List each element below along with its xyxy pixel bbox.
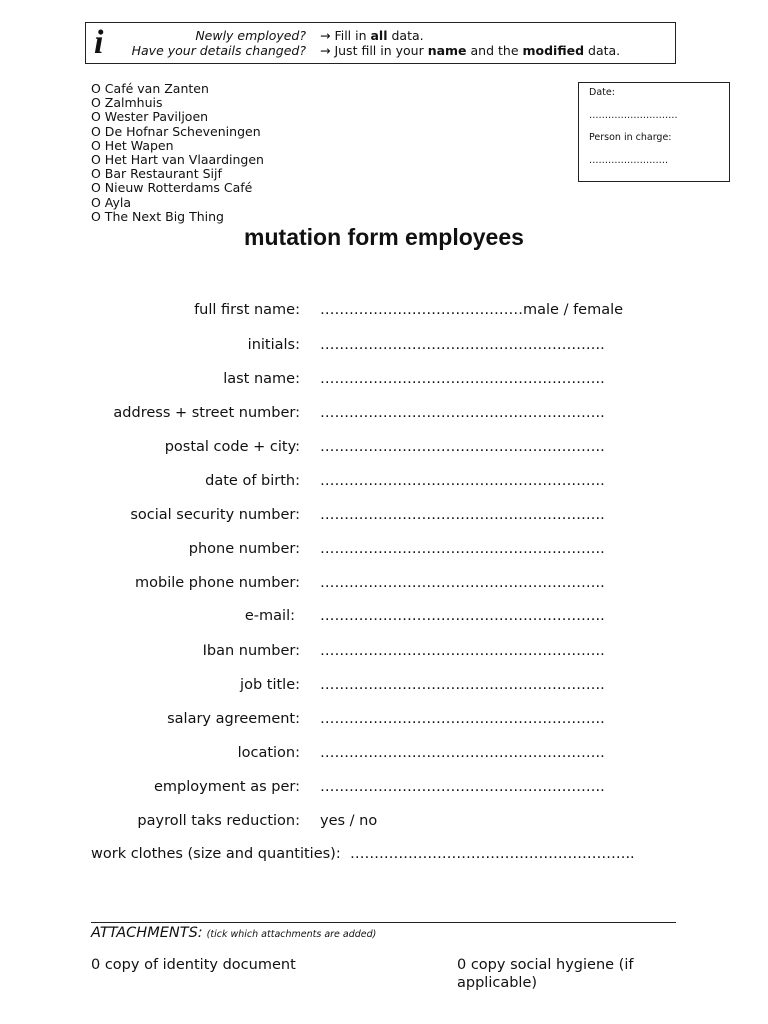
field-label-job-title: job title: xyxy=(240,677,300,693)
info-changed-answer-bold-modified: modified xyxy=(522,43,585,58)
info-new-answer-bold: all xyxy=(370,28,388,43)
field-job-title[interactable]: ………………………………………………….. xyxy=(320,677,605,693)
field-salary-agreement[interactable]: ………………………………………………….. xyxy=(320,711,605,727)
field-last-name[interactable]: ………………………………………………….. xyxy=(320,371,605,387)
restaurant-option[interactable]: O Nieuw Rotterdams Café xyxy=(91,180,253,196)
info-new-answer-prefix: → Fill in xyxy=(320,28,371,43)
field-email[interactable]: ………………………………………………….. xyxy=(320,608,605,624)
field-initials[interactable]: ………………………………………………….. xyxy=(320,337,605,353)
office-use-box xyxy=(578,82,730,182)
attachment-social-hygiene[interactable]: 0 copy social hygiene (if applicable) xyxy=(457,957,634,991)
attachments-heading: ATTACHMENTS: xyxy=(91,925,203,941)
field-phone[interactable]: ………………………………………………….. xyxy=(320,541,605,557)
info-new-question: Newly employed? xyxy=(195,28,306,43)
field-label-social-security: social security number: xyxy=(130,507,300,523)
restaurant-option[interactable]: O Het Hart van Vlaardingen xyxy=(91,152,264,168)
restaurant-option[interactable]: O The Next Big Thing xyxy=(91,208,224,224)
info-changed-answer-bold-name: name xyxy=(427,43,467,58)
field-label-last-name: last name: xyxy=(223,371,300,387)
restaurant-options xyxy=(91,82,264,224)
info-changed-answer-suffix: data. xyxy=(584,43,621,58)
field-social-security[interactable]: ………………………………………………….. xyxy=(320,507,605,523)
restaurant-option[interactable]: O Bar Restaurant Sijf xyxy=(91,166,222,182)
info-changed-answer-prefix: → Just fill in your xyxy=(320,43,428,58)
restaurant-option[interactable]: O Café van Zanten xyxy=(91,81,209,96)
restaurant-option[interactable]: O De Hofnar Scheveningen xyxy=(91,123,261,139)
field-label-iban: Iban number: xyxy=(202,643,300,659)
date-label: Date: xyxy=(589,87,615,98)
field-postal-city[interactable]: ………………………………………………….. xyxy=(320,439,605,455)
page-title: mutation form employees xyxy=(244,224,524,250)
field-label-salary-agreement: salary agreement: xyxy=(167,711,300,727)
field-mobile-phone[interactable]: ………………………………………………….. xyxy=(320,575,605,591)
attachment-identity-document[interactable]: 0 copy of identity document xyxy=(91,957,296,973)
field-date-of-birth[interactable]: ………………………………………………….. xyxy=(320,473,605,489)
field-address[interactable]: ………………………………………………….. xyxy=(320,405,605,421)
field-employment-as-per[interactable]: ………………………………………………….. xyxy=(320,779,605,795)
info-icon: i xyxy=(94,24,104,61)
field-first-name[interactable]: ……………………………………male / female xyxy=(320,302,624,318)
restaurant-option[interactable]: O Zalmhuis xyxy=(91,95,163,111)
restaurant-option[interactable]: O Ayla xyxy=(91,194,132,210)
field-label-first-name: full first name: xyxy=(194,302,300,318)
field-payroll-tax-reduction[interactable]: yes / no xyxy=(320,813,378,829)
field-work-clothes[interactable]: ………………………………………………….. xyxy=(349,846,635,862)
info-new-answer-suffix: data. xyxy=(387,28,424,43)
info-new-answer xyxy=(320,28,424,43)
field-label-work-clothes: work clothes (size and quantities): xyxy=(91,846,341,862)
restaurant-option[interactable]: O Het Wapen xyxy=(91,137,174,153)
field-location[interactable]: ………………………………………………….. xyxy=(320,745,605,761)
info-changed-answer-mid: and the xyxy=(466,43,523,58)
field-label-initials: initials: xyxy=(247,337,300,353)
field-label-email: e-mail: xyxy=(244,608,295,624)
person-in-charge-dots[interactable]: ……………………. xyxy=(589,155,669,166)
field-iban[interactable]: ………………………………………………….. xyxy=(320,643,605,659)
date-dots[interactable]: ………………………. xyxy=(589,110,678,121)
info-box xyxy=(85,22,676,64)
work-clothes-row xyxy=(91,846,635,862)
attachments-note: (tick which attachments are added) xyxy=(206,929,377,940)
person-in-charge-label: Person in charge: xyxy=(589,132,672,143)
field-label-address: address + street number: xyxy=(113,405,300,421)
info-changed-question: Have your details changed? xyxy=(131,43,306,58)
field-label-mobile-phone: mobile phone number: xyxy=(135,575,300,591)
field-label-payroll-tax-reduction: payroll taks reduction: xyxy=(137,813,300,829)
field-label-location: location: xyxy=(237,745,300,761)
field-label-date-of-birth: date of birth: xyxy=(205,473,300,489)
restaurant-option[interactable]: O Wester Paviljoen xyxy=(91,109,209,125)
attachments-heading-row xyxy=(91,922,376,941)
info-changed-answer xyxy=(320,43,620,58)
field-label-employment-as-per: employment as per: xyxy=(153,779,300,795)
field-label-postal-city: postal code + city: xyxy=(164,439,300,455)
field-label-phone: phone number: xyxy=(188,541,300,557)
